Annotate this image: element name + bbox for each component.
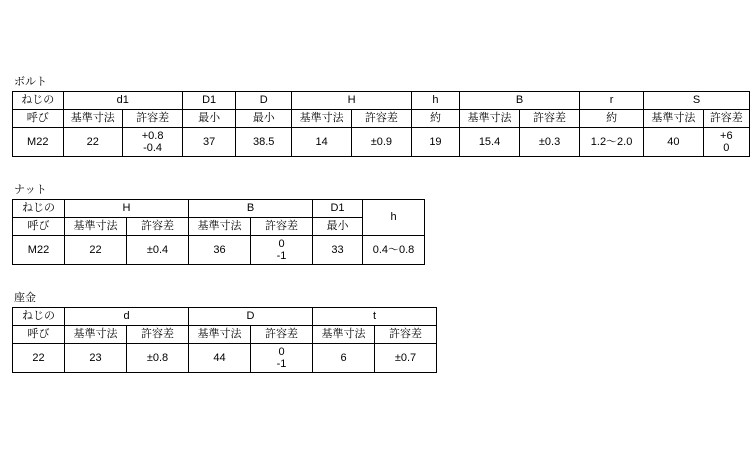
subheader-cell-kyoyo-2: 許容差 [251, 218, 313, 236]
section-nut [12, 184, 425, 265]
subheader-cell-kijun-3: 基準寸法 [460, 110, 520, 128]
cell-B-kijun: 15.4 [460, 128, 520, 157]
header-cell-H: H [65, 200, 189, 218]
subheader-cell-kyoyo-3: 許容差 [375, 326, 437, 344]
subheader-cell-kyoyo-2: 許容差 [351, 110, 411, 128]
header-cell-nejino: ねじの [13, 92, 64, 110]
cell-B-kyoyo [251, 236, 313, 265]
table-row-header-group [13, 92, 750, 110]
header-cell-r: r [580, 92, 644, 110]
cell-D1-min: 37 [183, 128, 236, 157]
subheader-cell-yobi: 呼び [13, 326, 65, 344]
table-row [13, 236, 425, 265]
cell-d-kijun: 23 [65, 344, 127, 373]
cell-d1-kyoyo-upper: +0.8 [141, 130, 164, 142]
subheader-cell-kyoyo-3: 許容差 [520, 110, 580, 128]
cell-t-kyoyo: ±0.7 [375, 344, 437, 373]
section-title-washer: 座金 [14, 292, 36, 304]
section-title-bolt: ボルト [14, 76, 47, 88]
header-cell-D: D [236, 92, 292, 110]
cell-D-kyoyo-lower: -1 [276, 358, 287, 370]
header-cell-B: B [460, 92, 580, 110]
cell-B-kyoyo: ±0.3 [520, 128, 580, 157]
cell-B-kyoyo-upper: 0 [278, 238, 285, 250]
table-nut [12, 199, 425, 265]
cell-r-yaku: 1.2〜2.0 [580, 128, 644, 157]
cell-S-kyoyo-upper: +6 [720, 130, 733, 142]
cell-t-kijun: 6 [313, 344, 375, 373]
cell-D-kyoyo [251, 344, 313, 373]
table-row-header-group [13, 200, 425, 218]
cell-S-kyoyo-lower: 0 [723, 142, 730, 154]
header-cell-B: B [189, 200, 313, 218]
cell-D-kyoyo-upper: 0 [278, 346, 285, 358]
section-bolt [12, 76, 750, 157]
cell-B-kyoyo-lower: -1 [276, 250, 287, 262]
table-washer [12, 307, 437, 373]
subheader-cell-yobi: 呼び [13, 110, 64, 128]
subheader-cell-saisho-2: 最小 [236, 110, 292, 128]
subheader-cell-kijun-4: 基準寸法 [644, 110, 704, 128]
header-cell-S: S [644, 92, 750, 110]
header-cell-H: H [292, 92, 412, 110]
subheader-cell-kijun-3: 基準寸法 [313, 326, 375, 344]
table-row [13, 344, 437, 373]
header-cell-d: d [65, 308, 189, 326]
subheader-cell-saisho-1: 最小 [183, 110, 236, 128]
header-cell-h: h [411, 92, 459, 110]
header-cell-h: h [363, 200, 425, 236]
table-bolt [12, 91, 750, 157]
subheader-cell-kyoyo-4: 許容差 [703, 110, 749, 128]
cell-H-kyoyo: ±0.9 [351, 128, 411, 157]
subheader-cell-kijun-1: 基準寸法 [63, 110, 123, 128]
cell-H-kijun: 22 [65, 236, 127, 265]
table-row [13, 128, 750, 157]
cell-d1-kyoyo [123, 128, 183, 157]
cell-H-kyoyo: ±0.4 [127, 236, 189, 265]
subheader-cell-kyoyo-2: 許容差 [251, 326, 313, 344]
header-cell-t: t [313, 308, 437, 326]
table-row-header-sub [13, 326, 437, 344]
cell-size: 22 [13, 344, 65, 373]
subheader-cell-kijun-1: 基準寸法 [65, 326, 127, 344]
subheader-cell-kijun-1: 基準寸法 [65, 218, 127, 236]
subheader-cell-yobi: 呼び [13, 218, 65, 236]
cell-d1-kyoyo-lower: -0.4 [143, 142, 163, 154]
cell-d1-kijun: 22 [63, 128, 123, 157]
cell-S-kijun: 40 [644, 128, 704, 157]
cell-D1-min: 33 [313, 236, 363, 265]
cell-H-kijun: 14 [292, 128, 352, 157]
table-row-header-sub [13, 110, 750, 128]
section-washer [12, 292, 437, 373]
subheader-cell-kijun-2: 基準寸法 [189, 218, 251, 236]
table-row-header-group [13, 308, 437, 326]
cell-size: M22 [13, 236, 65, 265]
subheader-cell-kyoyo-1: 許容差 [127, 218, 189, 236]
cell-D-min: 38.5 [236, 128, 292, 157]
subheader-cell-yaku-2: 約 [580, 110, 644, 128]
header-cell-D: D [189, 308, 313, 326]
header-cell-D1: D1 [313, 200, 363, 218]
header-cell-d1: d1 [63, 92, 183, 110]
subheader-cell-saisho: 最小 [313, 218, 363, 236]
subheader-cell-yaku-1: 約 [411, 110, 459, 128]
cell-B-kijun: 36 [189, 236, 251, 265]
subheader-cell-kyoyo-1: 許容差 [123, 110, 183, 128]
header-cell-D1: D1 [183, 92, 236, 110]
subheader-cell-kijun-2: 基準寸法 [189, 326, 251, 344]
subheader-cell-kyoyo-1: 許容差 [127, 326, 189, 344]
cell-D-kijun: 44 [189, 344, 251, 373]
subheader-cell-kijun-2: 基準寸法 [292, 110, 352, 128]
cell-size: M22 [13, 128, 64, 157]
header-cell-nejino: ねじの [13, 308, 65, 326]
cell-d-kyoyo: ±0.8 [127, 344, 189, 373]
cell-h-yaku: 19 [411, 128, 459, 157]
cell-h: 0.4〜0.8 [363, 236, 425, 265]
section-title-nut: ナット [14, 184, 47, 196]
cell-S-kyoyo [703, 128, 749, 157]
header-cell-nejino: ねじの [13, 200, 65, 218]
